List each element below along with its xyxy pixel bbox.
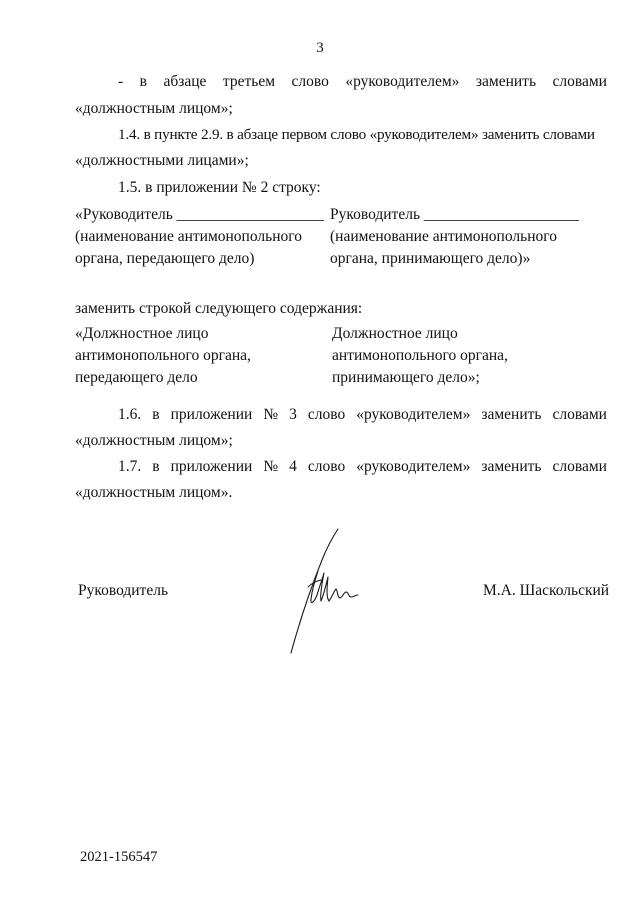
document-number: 2021-156547 [80, 849, 158, 865]
text-line: (наименование антимонопольного [330, 228, 557, 245]
word: словами [552, 406, 607, 423]
page-number: 3 [316, 40, 324, 56]
text-line: передающего дело [75, 369, 198, 386]
paragraph-1-line-1 [118, 71, 607, 93]
paragraph-1-line-2: «должностным лицом»; [75, 100, 233, 117]
text-line: органа, принимающего дело)» [330, 250, 531, 267]
text-line: антимонопольного органа, [75, 347, 251, 364]
paragraph-3-line-1: 1.5. в приложении № 2 строку: [118, 179, 321, 196]
word: № [263, 458, 279, 475]
word: слово [307, 406, 346, 423]
paragraph-4-line-2: «должностным лицом»; [75, 432, 233, 449]
paragraph-4-line-1 [118, 404, 607, 426]
word: слово [291, 73, 329, 90]
replace-instruction: заменить строкой следующего содержания: [75, 300, 363, 317]
paragraph-5-line-1 [118, 456, 607, 478]
word: «руководителем» [356, 458, 471, 475]
word: «руководителем» [356, 406, 471, 423]
word: 1.6. [118, 406, 142, 423]
text-line: органа, передающего дело) [75, 250, 255, 267]
paragraph-5-line-2: «должностным лицом». [75, 484, 233, 501]
word: 4 [289, 458, 297, 475]
word: 3 [289, 406, 297, 423]
word: 1.7. [118, 458, 142, 475]
text-line: (наименование антимонопольного [75, 228, 302, 245]
text-line: Руководитель ____________________ [330, 206, 579, 223]
word: - [118, 73, 124, 90]
word: в [152, 406, 160, 423]
word: в [139, 73, 147, 90]
word: третьем [222, 73, 276, 90]
text-line: «Должностное лицо [75, 325, 209, 342]
word: № [263, 406, 279, 423]
handwritten-signature [288, 525, 368, 655]
word: словами [552, 73, 607, 90]
new-row-right [332, 323, 508, 389]
word: заменить [481, 458, 542, 475]
word: «руководителем» [345, 73, 460, 90]
word: приложении [170, 406, 253, 423]
new-row-left [75, 323, 251, 389]
word: заменить [481, 406, 542, 423]
signatory-name: М.А. Шаскольский [483, 582, 610, 599]
text-line: Должностное лицо [332, 325, 458, 342]
word: заменить [475, 73, 537, 90]
paragraph-2-line-1: 1.4. в пункте 2.9. в абзаце первом слово «руководителем» заменить словами [118, 126, 595, 143]
word: слово [307, 458, 346, 475]
text-line: антимонопольного органа, [332, 347, 508, 364]
word: абзаце [163, 73, 207, 90]
word: словами [552, 458, 607, 475]
word: в [152, 458, 160, 475]
text-line: принимающего дело»; [332, 369, 480, 386]
text-line: «Руководитель ___________________ [75, 206, 324, 223]
old-row-right [330, 204, 579, 270]
old-row-left [75, 204, 324, 270]
word: приложении [170, 458, 253, 475]
paragraph-2-line-2: «должностными лицами»; [75, 152, 249, 169]
signatory-title: Руководитель [78, 582, 169, 599]
